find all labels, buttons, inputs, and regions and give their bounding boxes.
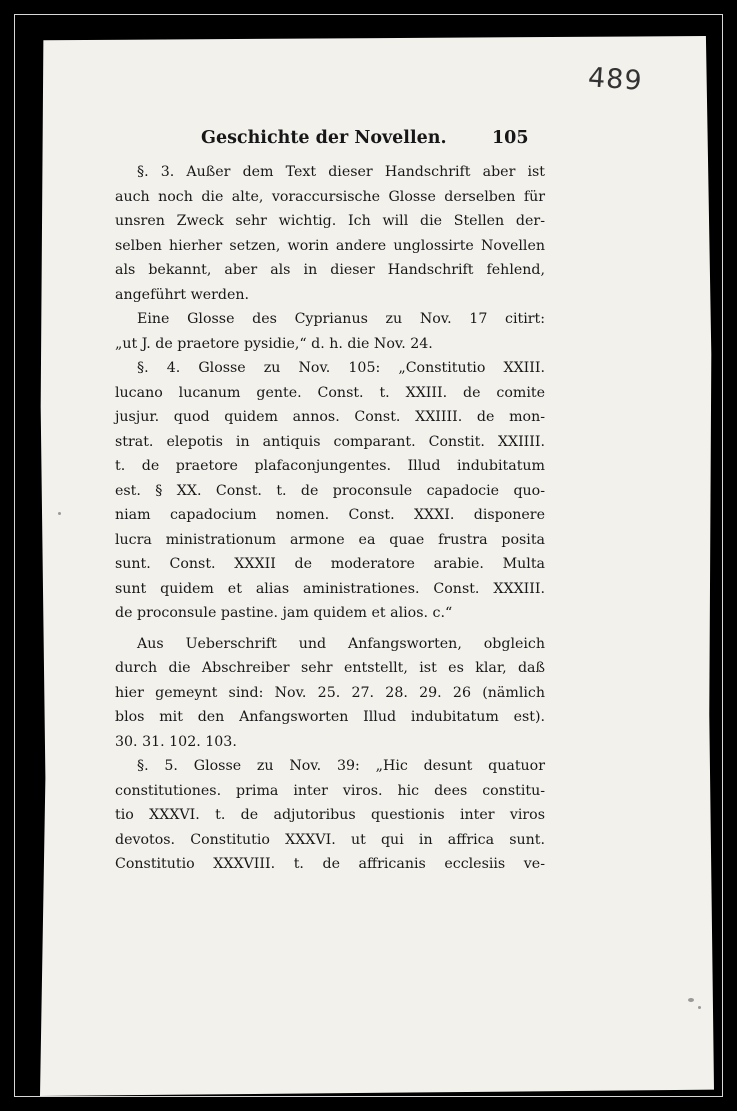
text-line: t. de praetore plafaconjungentes. Illud indubitatum xyxy=(115,458,545,474)
text-line: de proconsule pastine. jam quidem et alios. c.“ xyxy=(115,605,453,621)
body-text xyxy=(115,160,545,877)
running-title: Geschichte der Novellen. xyxy=(201,128,447,148)
text-line: est. § XX. Const. t. de proconsule capadocie quo- xyxy=(115,482,545,499)
text-line: blos mit den Anfangsworten Illud indubitatum est). xyxy=(115,709,545,725)
text-line: jusjur. quod quidem annos. Const. XXIIII. de mon- xyxy=(115,409,545,425)
text-line: §. 4. Glosse zu Nov. 105: „Constitutio XXIII. xyxy=(137,360,545,376)
text-line: tio XXXVI. t. de adjutoribus questionis inter viros xyxy=(115,807,545,823)
text-line: §. 3. Außer dem Text dieser Handschrift aber ist xyxy=(137,164,545,180)
text-line: sunt quidem et alias aministrationes. Const. XXXIII. xyxy=(115,580,545,597)
text-line: lucano lucanum gente. Const. t. XXIII. de comite xyxy=(115,384,545,401)
text-line: 30. 31. 102. 103. xyxy=(115,733,237,750)
text-line: devotos. Constitutio XXXVI. ut qui in affrica sunt. xyxy=(115,831,545,848)
text-line: §. 5. Glosse zu Nov. 39: „Hic desunt quatuor xyxy=(137,758,545,774)
text-line: angeführt werden. xyxy=(115,286,250,303)
text-line: durch die Abschreiber sehr entstellt, ist es klar, daß xyxy=(115,660,545,676)
text-line: als bekannt, aber als in dieser Handschrift fehlend, xyxy=(115,262,545,278)
paper-speck xyxy=(58,512,61,515)
text-line: Constitutio XXXVIII. t. de affricanis ecclesiis ve- xyxy=(115,856,545,872)
text-line: „ut J. de praetore pysidie,“ d. h. die Nov. 24. xyxy=(115,335,433,352)
text-line: Eine Glosse des Cyprianus zu Nov. 17 citirt: xyxy=(137,311,545,327)
handwritten-folio-number: 489 xyxy=(586,62,644,97)
text-line: constitutiones. prima inter viros. hic dees constitu- xyxy=(115,782,545,799)
text-line: unsren Zweck sehr wichtig. Ich will die Stellen der- xyxy=(115,213,545,229)
paper-speck xyxy=(688,998,694,1002)
text-line: niam capadocium nomen. Const. XXXI. disponere xyxy=(115,507,545,523)
text-line: lucra ministrationum armone ea quae frustra posita xyxy=(115,531,545,548)
text-line: selben hierher setzen, worin andere unglossirte Novellen xyxy=(115,237,545,254)
text-line: hier gemeynt sind: Nov. 25. 27. 28. 29. 26 (nämlich xyxy=(115,684,545,701)
paper-speck xyxy=(698,1006,701,1009)
text-line: strat. elepotis in antiquis comparant. Constit. XXIIII. xyxy=(115,433,545,450)
text-line: Aus Ueberschrift und Anfangsworten, obgleich xyxy=(137,635,545,652)
text-line: auch noch die alte, voraccursische Glosse derselben für xyxy=(115,188,545,205)
page-number: 105 xyxy=(492,128,529,148)
text-line: sunt. Const. XXXII de moderatore arabie. Multa xyxy=(115,556,545,572)
